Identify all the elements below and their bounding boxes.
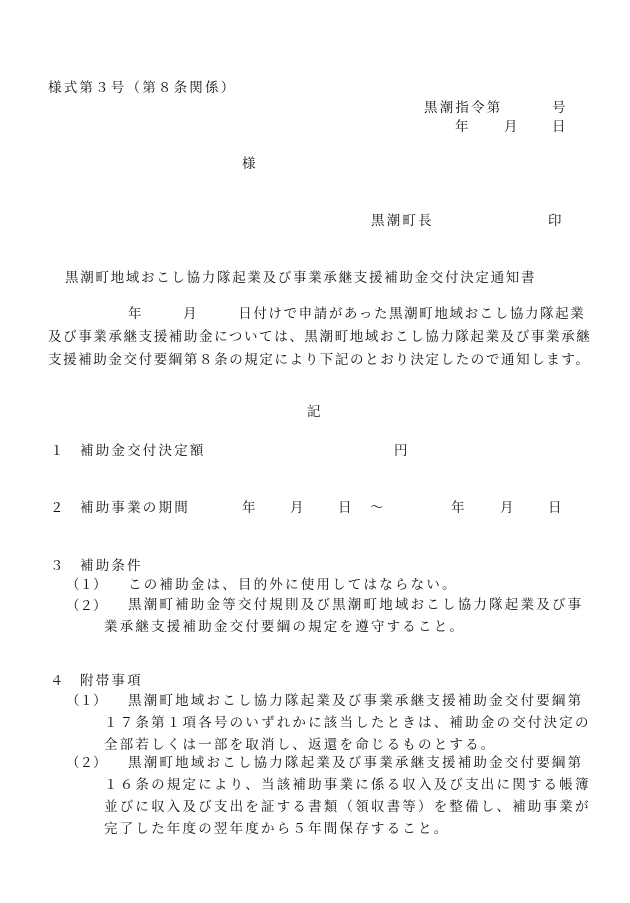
section4-number: ４ (50, 673, 64, 689)
period-start-year: 年 (242, 500, 256, 516)
intro-paragraph (48, 303, 593, 372)
period-end-year: 年 (451, 500, 465, 516)
section1-unit: 円 (394, 443, 408, 459)
appendix-item-number: （１） (66, 693, 107, 709)
date-year: 年 (455, 119, 469, 135)
condition-item-number: （１） (66, 577, 107, 593)
period-start-day: 日 (338, 500, 352, 516)
section4-label: 附帯事項 (80, 673, 143, 689)
condition-item-number: （２） (66, 598, 107, 614)
section3-number: ３ (50, 558, 64, 574)
section1-label: 補助金交付決定額 (80, 443, 206, 459)
seal-mark: 印 (548, 213, 562, 229)
intro-year: 年 (128, 306, 144, 322)
date-month: 月 (504, 119, 518, 135)
issuer-number-label: 黒潮指令第 (424, 100, 503, 116)
section1-number: １ (50, 443, 64, 459)
section3-label: 補助条件 (80, 558, 143, 574)
section2-number: ２ (50, 500, 64, 516)
period-end-month: 月 (500, 500, 514, 516)
appendix-item-number: （２） (66, 755, 107, 771)
appendix-item-text: 黒潮町地域おこし協力隊起業及び事業承継支援補助金交付要綱第１７条第１項各号のいずれかに該当したときは、補助金の交付決定の全部若しくは一部を取消し、返還を命じるものとする。 (104, 693, 591, 753)
number-suffix: 号 (552, 100, 566, 116)
period-end-day: 日 (548, 500, 562, 516)
period-start-month: 月 (290, 500, 304, 516)
intro-text: 日付けで申請があった黒潮町地域おこし協力隊起業及び事業承継支援補助金については、黒潮町地域おこし協力隊起業及び事業承継支援補助金交付要綱第８条の規定により下記のとおり決定したので通知します。 (48, 306, 592, 368)
addressee-suffix: 様 (242, 156, 256, 172)
condition-item-text: この補助金は、目的外に使用してはならない。 (128, 577, 458, 593)
section2-label: 補助事業の期間 (80, 500, 190, 516)
condition-item-text: 黒潮町補助金等交付規則及び黒潮町地域おこし協力隊起業及び事業承継支援補助金交付要綱の規定を遵守すること。 (104, 597, 584, 635)
date-day: 日 (552, 119, 566, 135)
ki-heading: 記 (307, 404, 321, 420)
document-title: 黒潮町地域おこし協力隊起業及び事業承継支援補助金交付決定通知書 (65, 270, 537, 286)
appendix-item-text: 黒潮町地域おこし協力隊起業及び事業承継支援補助金交付要綱第１６条の規定により、当該補助事業に係る収入及び支出に関する帳簿並びに収入及び支出を証する書類（領収書等）を整備し、補助事業が完了した年度の翌年度から５年間保存すること。 (104, 755, 591, 837)
period-tilde: ～ (370, 500, 384, 516)
form-number: 様式第３号（第８条関係） (48, 80, 237, 96)
intro-month: 月 (183, 306, 199, 322)
sender: 黒潮町長 (371, 213, 434, 229)
